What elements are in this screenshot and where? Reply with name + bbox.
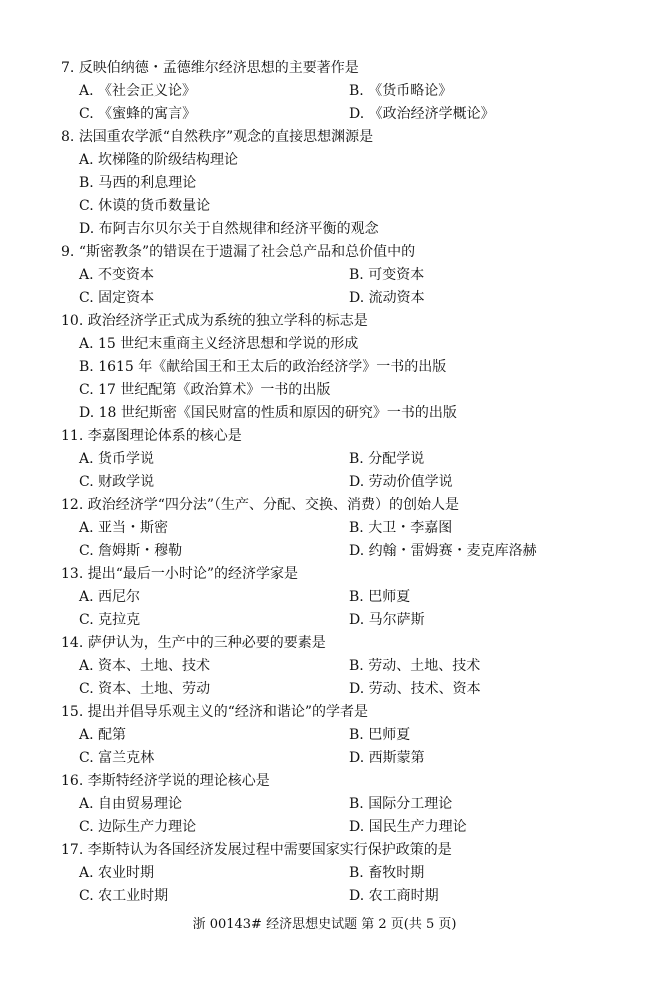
question-number: 15. — [61, 704, 84, 720]
question-9 — [61, 241, 641, 310]
question-stem — [61, 632, 641, 655]
question-stem — [61, 839, 641, 862]
answer-option: C. 固定资本 — [79, 290, 155, 306]
question-text: 政治经济学“四分法”（生产、分配、交换、消费）的创始人是 — [87, 497, 460, 513]
option-row — [61, 379, 641, 402]
answer-option: A. 西尼尔 — [79, 589, 141, 605]
answer-option: C. 农工业时期 — [79, 888, 169, 904]
answer-option: D. 国民生产力理论 — [349, 819, 467, 835]
option-row — [61, 724, 641, 747]
question-14 — [61, 632, 641, 701]
question-number: 12. — [61, 497, 84, 513]
answer-option: A. 农业时期 — [79, 865, 155, 881]
answer-option: B. 畜牧时期 — [349, 865, 425, 881]
answer-option: D. 农工商时期 — [349, 888, 439, 904]
question-11 — [61, 425, 641, 494]
answer-option: A. 配第 — [79, 727, 127, 743]
option-row — [61, 195, 641, 218]
question-16 — [61, 770, 641, 839]
answer-option: C. 财政学说 — [79, 474, 155, 490]
question-number: 16. — [61, 773, 84, 789]
question-number: 17. — [61, 842, 84, 858]
option-row — [61, 103, 641, 126]
option-row — [61, 172, 641, 195]
answer-option: B. 分配学说 — [349, 451, 425, 467]
question-number: 9. — [61, 244, 75, 260]
option-row — [61, 517, 641, 540]
option-row — [61, 402, 641, 425]
question-stem — [61, 770, 641, 793]
answer-option: B. 可变资本 — [349, 267, 425, 283]
option-row — [61, 218, 641, 241]
question-stem — [61, 701, 641, 724]
question-stem — [61, 425, 641, 448]
option-row — [61, 149, 641, 172]
answer-option: D. 劳动价值学说 — [349, 474, 453, 490]
question-text: 政治经济学正式成为系统的独立学科的标志是 — [87, 313, 368, 329]
answer-option: A. 不变资本 — [79, 267, 155, 283]
question-text: 提出并倡导乐观主义的“经济和谐论”的学者是 — [87, 704, 369, 720]
answer-option: B. 国际分工理论 — [349, 796, 453, 812]
question-text: 李嘉图理论体系的核心是 — [87, 428, 242, 444]
answer-option: D. 约翰・雷姆赛・麦克库洛赫 — [349, 543, 537, 559]
question-number: 13. — [61, 566, 84, 582]
question-text: 李斯特认为各国经济发展过程中需要国家实行保护政策的是 — [87, 842, 452, 858]
question-stem — [61, 57, 641, 80]
answer-option: C. 《蜜蜂的寓言》 — [79, 106, 197, 122]
answer-option: B. 《货币略论》 — [349, 83, 453, 99]
question-17 — [61, 839, 641, 908]
answer-option: A. 自由贸易理论 — [79, 796, 183, 812]
answer-option: D. 马尔萨斯 — [349, 612, 425, 628]
question-number: 8. — [61, 129, 75, 145]
option-row — [61, 747, 641, 770]
option-row — [61, 471, 641, 494]
option-row — [61, 862, 641, 885]
option-row — [61, 885, 641, 908]
question-stem — [61, 563, 641, 586]
question-text: 反映伯纳德・孟德维尔经济思想的主要著作是 — [78, 60, 359, 76]
option-row — [61, 448, 641, 471]
option-row — [61, 816, 641, 839]
answer-option: A. 15 世纪末重商主义经济思想和学说的形成 — [79, 336, 359, 352]
answer-option: C. 休谟的货币数量论 — [79, 198, 211, 214]
question-13 — [61, 563, 641, 632]
answer-option: D. 18 世纪斯密《国民财富的性质和原因的研究》一书的出版 — [79, 405, 457, 421]
answer-option: C. 17 世纪配第《政治算术》一书的出版 — [79, 382, 331, 398]
option-row — [61, 793, 641, 816]
question-stem — [61, 126, 641, 149]
answer-option: B. 马西的利息理论 — [79, 175, 197, 191]
question-number: 14. — [61, 635, 84, 651]
answer-option: B. 劳动、土地、技术 — [349, 658, 481, 674]
option-row — [61, 586, 641, 609]
question-number: 7. — [61, 60, 75, 76]
answer-option: C. 富兰克林 — [79, 750, 155, 766]
question-number: 10. — [61, 313, 84, 329]
answer-option: C. 资本、土地、劳动 — [79, 681, 211, 697]
question-stem — [61, 494, 641, 517]
answer-option: D. 流动资本 — [349, 290, 425, 306]
answer-option: A. 《社会正义论》 — [79, 83, 197, 99]
option-row — [61, 80, 641, 103]
option-row — [61, 287, 641, 310]
answer-option: D. 《政治经济学概论》 — [349, 106, 495, 122]
answer-option: A. 资本、土地、技术 — [79, 658, 211, 674]
question-number: 11. — [61, 428, 84, 444]
answer-option: A. 坎梯隆的阶级结构理论 — [79, 152, 239, 168]
question-stem — [61, 310, 641, 333]
question-stem — [61, 241, 641, 264]
answer-option: C. 詹姆斯・穆勒 — [79, 543, 183, 559]
answer-option: C. 克拉克 — [79, 612, 141, 628]
answer-option: B. 巴师夏 — [349, 727, 411, 743]
answer-option: B. 1615 年《献给国王和王太后的政治经济学》一书的出版 — [79, 359, 447, 375]
option-row — [61, 356, 641, 379]
question-15 — [61, 701, 641, 770]
option-row — [61, 609, 641, 632]
question-8 — [61, 126, 641, 241]
question-text: 李斯特经济学说的理论核心是 — [87, 773, 270, 789]
page-footer: 浙 00143# 经济思想史试题 第 2 页(共 5 页) — [192, 917, 457, 932]
question-7 — [61, 57, 641, 126]
question-text: “斯密教条”的错误在于遗漏了社会总产品和总价值中的 — [78, 244, 416, 260]
option-row — [61, 264, 641, 287]
option-row — [61, 333, 641, 356]
option-row — [61, 678, 641, 701]
answer-option: A. 亚当・斯密 — [79, 520, 169, 536]
answer-option: D. 西斯蒙第 — [349, 750, 425, 766]
option-row — [61, 540, 641, 563]
question-text: 提出“最后一小时论”的经济学家是 — [87, 566, 299, 582]
question-text: 法国重农学派“自然秩序”观念的直接思想渊源是 — [78, 129, 374, 145]
answer-option: D. 布阿吉尔贝尔关于自然规律和经济平衡的观念 — [79, 221, 379, 237]
answer-option: B. 巴师夏 — [349, 589, 411, 605]
option-row — [61, 655, 641, 678]
answer-option: D. 劳动、技术、资本 — [349, 681, 481, 697]
question-10 — [61, 310, 641, 425]
answer-option: B. 大卫・李嘉图 — [349, 520, 453, 536]
question-12 — [61, 494, 641, 563]
question-text: 萨伊认为，生产中的三种必要的要素是 — [87, 635, 326, 651]
answer-option: C. 边际生产力理论 — [79, 819, 197, 835]
answer-option: A. 货币学说 — [79, 451, 155, 467]
